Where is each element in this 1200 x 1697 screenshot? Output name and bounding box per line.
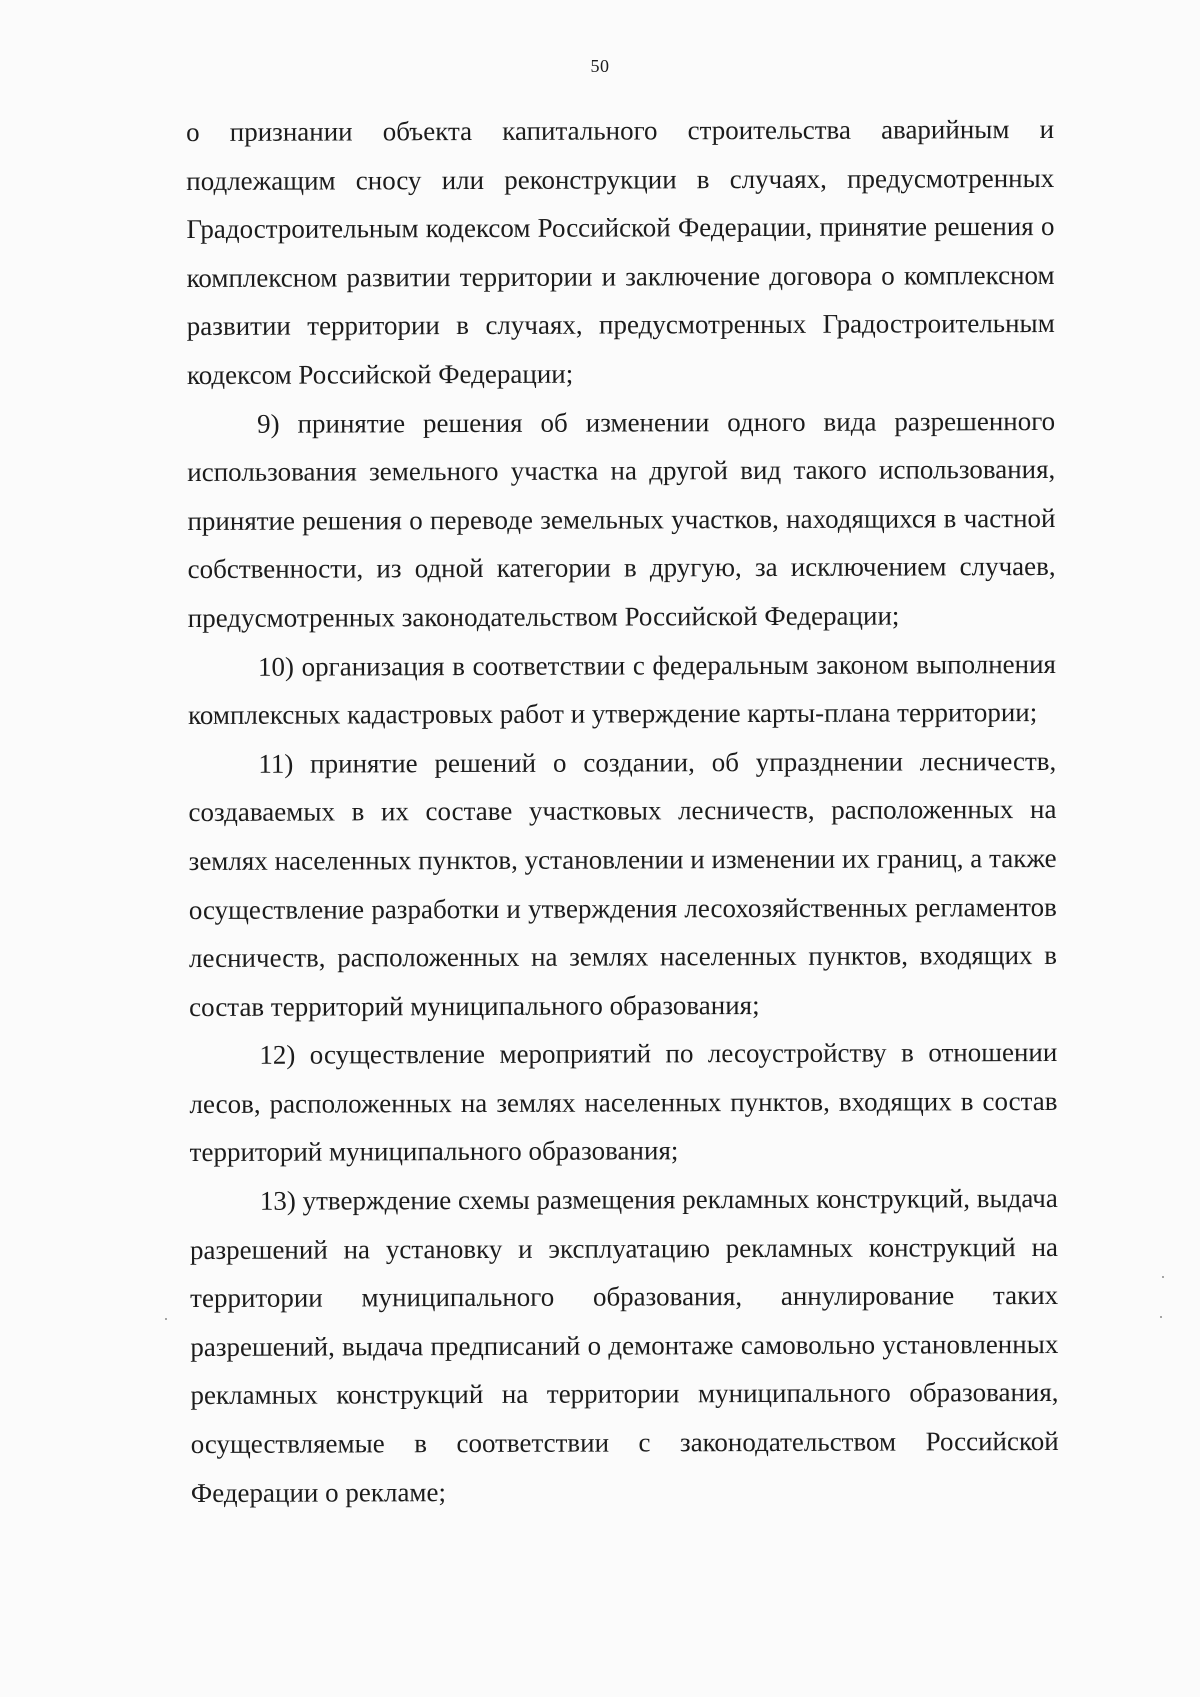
paragraph-item-11: 11) принятие решений о создании, об упразднении лесничеств, создаваемых в их составе участковых лесничеств, расположенных на землях населенных пунктов, установлении и изменении их границ, а также осуществление разработки и утверждения лесохозяйственных регламентов лесничеств, расположенных на землях населенных пунктов, входящих в состав территорий муниципального образования; (188, 745, 1058, 1022)
scan-speck (165, 1318, 167, 1320)
page-number: 50 (590, 56, 610, 76)
paragraph-item-10: 10) организация в соответствии с федеральным законом выполнения комплексных кадастровых работ и утверждение карты-плана территории; (188, 648, 1056, 731)
document-body (186, 105, 1059, 1517)
paragraph-item-9: 9) принятие решения об изменении одного вида разрешенного использования земельного участка на другой вид такого использования, принятие решения о переводе земельных участков, находящихся в частной собственности, из одной категории в другую, за исключением случаев, предусмотренных законодательством Российской Федерации; (187, 405, 1056, 633)
scan-speck (1160, 1316, 1162, 1318)
paragraph-item-13: 13) утверждение схемы размещения рекламных конструкций, выдача разрешений на установку и эксплуатацию рекламных конструкций на территории муниципального образования, аннулирование таких разрешений, выдача предписаний о демонтаже самовольно установленных рекламных конструкций на территории муниципального образования, осуществляемые в соответствии с законодательством Российской Федерации о рекламе; (189, 1183, 1059, 1508)
paragraph-continuation: о признании объекта капитального строительства аварийным и подлежащим сносу или реконструкции в случаях, предусмотренных Градостроительным кодексом Российской Федерации, принятие решения о комплексном развитии территории и заключение договора о комплексном развитии территории в случаях, предусмотренных Градостроительным кодексом Российской Федерации; (186, 113, 1055, 390)
scan-speck (1162, 1276, 1164, 1278)
paragraph-item-12: 12) осуществление мероприятий по лесоустройству в отношении лесов, расположенных на землях населенных пунктов, входящих в состав территорий муниципального образования; (189, 1037, 1058, 1168)
